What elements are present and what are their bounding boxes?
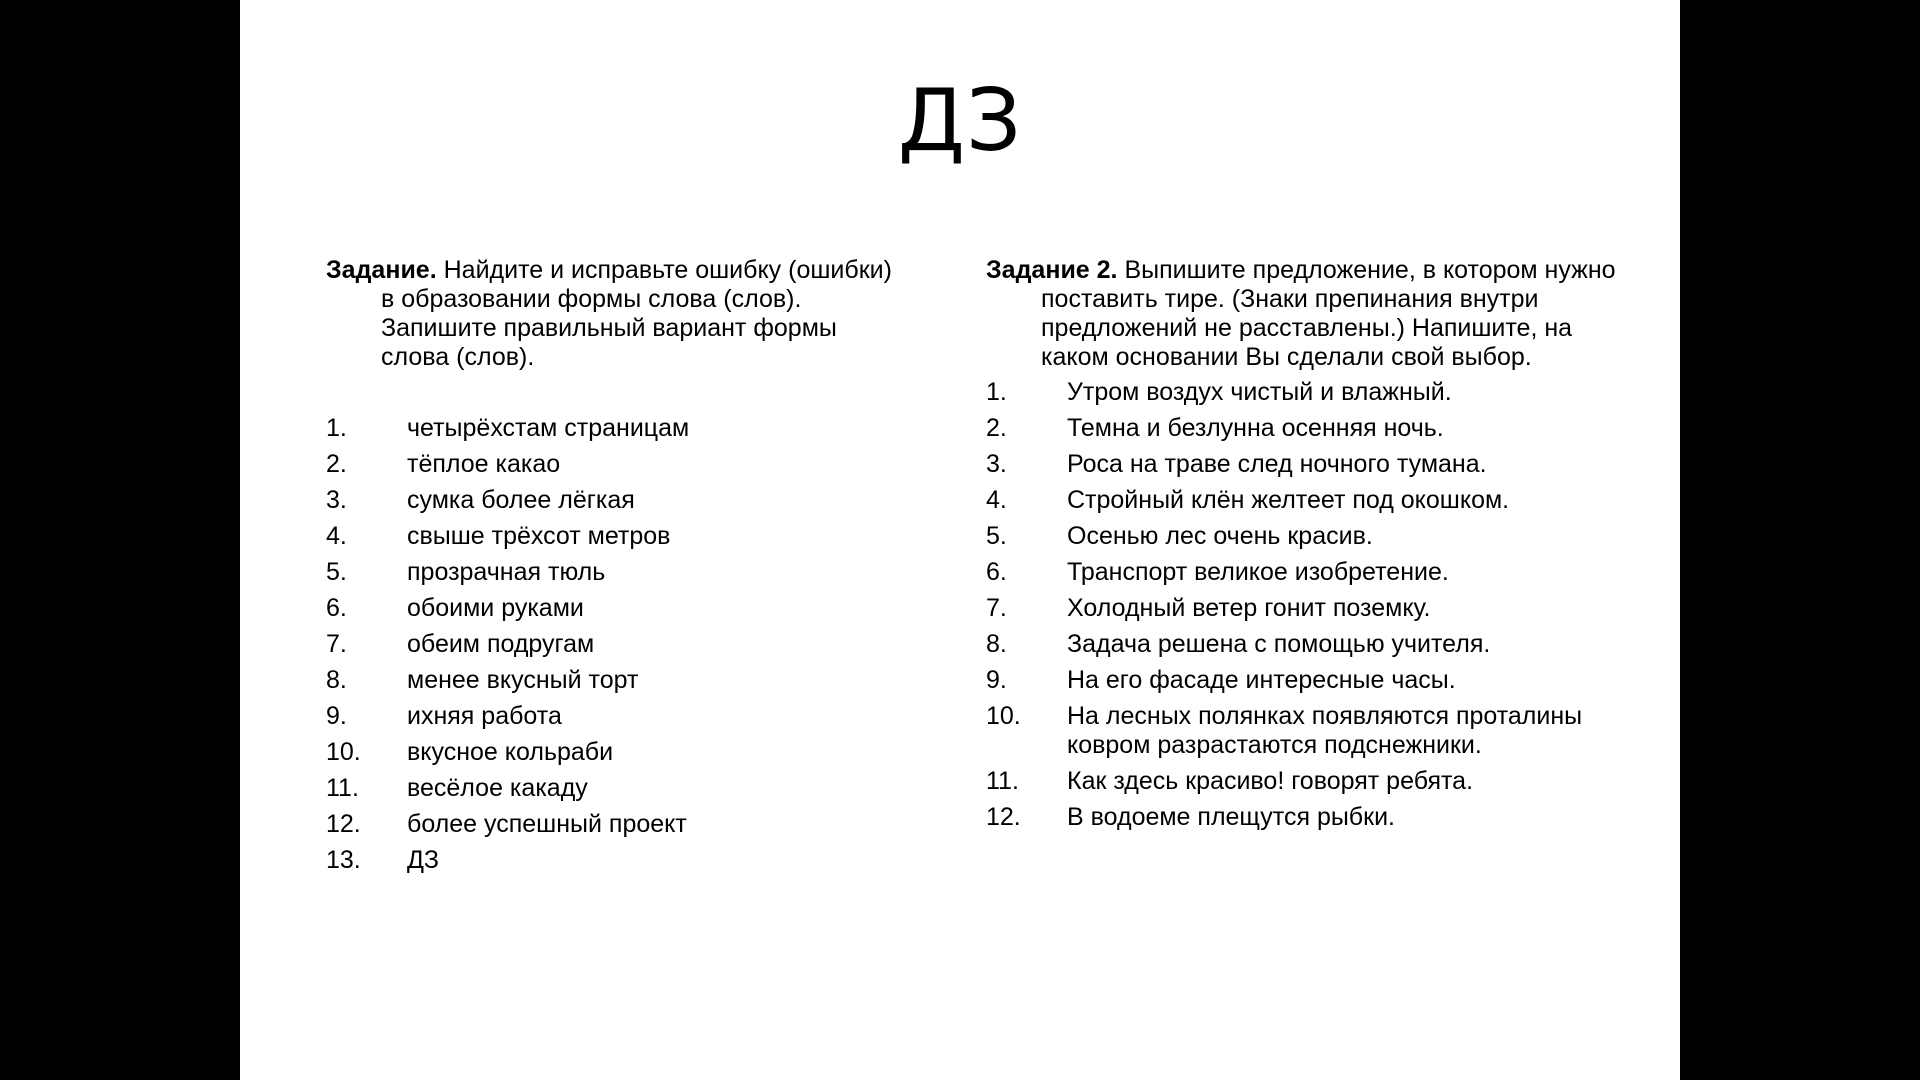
item-text: четырёхстам страницам bbox=[407, 414, 690, 442]
task1-column bbox=[326, 256, 906, 882]
list-item bbox=[326, 774, 906, 803]
item-number: 3. bbox=[986, 450, 1007, 478]
list-item bbox=[326, 702, 906, 731]
list-item bbox=[326, 738, 906, 767]
task1-instruction bbox=[326, 256, 906, 372]
item-text: ДЗ bbox=[407, 846, 440, 874]
list-item bbox=[986, 522, 1616, 551]
item-text: На его фасаде интересные часы. bbox=[1067, 666, 1456, 694]
list-item bbox=[326, 522, 906, 551]
item-number: 6. bbox=[986, 558, 1007, 586]
item-number: 9. bbox=[986, 666, 1007, 694]
list-item bbox=[326, 630, 906, 659]
item-text: весёлое какаду bbox=[407, 774, 588, 802]
item-number: 3. bbox=[326, 486, 347, 514]
list-item bbox=[986, 414, 1616, 443]
item-text: вкусное кольраби bbox=[407, 738, 614, 766]
item-number: 5. bbox=[326, 558, 347, 586]
list-item bbox=[986, 803, 1616, 832]
list-item bbox=[326, 558, 906, 587]
item-text: Холодный ветер гонит поземку. bbox=[1067, 594, 1431, 622]
item-number: 10. bbox=[986, 702, 1021, 730]
item-number: 6. bbox=[326, 594, 347, 622]
item-text: свыше трёхсот метров bbox=[407, 522, 671, 550]
item-text: более успешный проект bbox=[407, 810, 687, 838]
item-text: Темна и безлунна осенняя ночь. bbox=[1067, 414, 1444, 442]
list-item bbox=[326, 666, 906, 695]
item-text: Утром воздух чистый и влажный. bbox=[1067, 378, 1452, 406]
item-number: 8. bbox=[986, 630, 1007, 658]
item-number: 2. bbox=[326, 450, 347, 478]
item-text: ихняя работа bbox=[407, 702, 562, 730]
item-text: обеим подругам bbox=[407, 630, 595, 658]
slide bbox=[240, 0, 1680, 1080]
item-number: 4. bbox=[326, 522, 347, 550]
task2-text: Выпишите предложение, в котором нужно поставить тире. (Знаки препинания внутри предложений не расставлены.) Напишите, на каком основании Вы сделали свой выбор. bbox=[1041, 256, 1616, 371]
item-text: Как здесь красиво! говорят ребята. bbox=[1067, 767, 1474, 795]
item-number: 13. bbox=[326, 846, 361, 874]
list-item bbox=[326, 810, 906, 839]
item-number: 7. bbox=[986, 594, 1007, 622]
item-number: 12. bbox=[326, 810, 361, 838]
item-number: 10. bbox=[326, 738, 361, 766]
item-number: 11. bbox=[986, 767, 1019, 795]
item-text: На лесных полянках появляются проталины ковром разрастаются подснежники. bbox=[1067, 702, 1583, 759]
list-item bbox=[326, 450, 906, 479]
item-number: 5. bbox=[986, 522, 1007, 550]
list-item bbox=[986, 767, 1616, 796]
item-text: менее вкусный торт bbox=[407, 666, 639, 694]
list-item bbox=[986, 558, 1616, 587]
item-number: 8. bbox=[326, 666, 347, 694]
item-number: 11. bbox=[326, 774, 359, 802]
task2-list bbox=[986, 378, 1616, 832]
item-number: 1. bbox=[986, 378, 1007, 406]
list-item bbox=[986, 378, 1616, 407]
item-number: 9. bbox=[326, 702, 347, 730]
item-text: В водоеме плещутся рыбки. bbox=[1067, 803, 1395, 831]
list-item bbox=[326, 414, 906, 443]
task2-instruction bbox=[986, 256, 1616, 372]
item-number: 1. bbox=[326, 414, 347, 442]
task2-label: Задание 2. bbox=[986, 256, 1118, 284]
item-text: Осенью лес очень красив. bbox=[1067, 522, 1373, 550]
item-number: 7. bbox=[326, 630, 347, 658]
item-text: Стройный клён желтеет под окошком. bbox=[1067, 486, 1510, 514]
item-text: прозрачная тюль bbox=[407, 558, 606, 586]
slide-title: ДЗ bbox=[897, 71, 1023, 171]
item-text: обоими руками bbox=[407, 594, 584, 622]
list-item bbox=[986, 450, 1616, 479]
item-number: 4. bbox=[986, 486, 1007, 514]
task1-label: Задание. bbox=[326, 256, 437, 284]
item-number: 2. bbox=[986, 414, 1007, 442]
list-item bbox=[986, 486, 1616, 515]
item-text: Транспорт великое изобретение. bbox=[1067, 558, 1449, 586]
item-text: Задача решена с помощью учителя. bbox=[1067, 630, 1491, 658]
list-item bbox=[986, 594, 1616, 623]
list-item bbox=[986, 666, 1616, 695]
list-item bbox=[326, 846, 906, 875]
item-text: тёплое какао bbox=[407, 450, 561, 478]
item-text: Роса на траве след ночного тумана. bbox=[1067, 450, 1487, 478]
item-number: 12. bbox=[986, 803, 1021, 831]
list-item bbox=[986, 630, 1616, 659]
task2-column bbox=[986, 256, 1616, 839]
task1-text: Найдите и исправьте ошибку (ошибки) в образовании формы слова (слов). Запишите правильный вариант формы слова (слов). bbox=[381, 256, 892, 371]
task1-list bbox=[326, 414, 906, 875]
list-item bbox=[986, 702, 1616, 760]
list-item bbox=[326, 486, 906, 515]
list-item bbox=[326, 594, 906, 623]
item-text: сумка более лёгкая bbox=[407, 486, 635, 514]
